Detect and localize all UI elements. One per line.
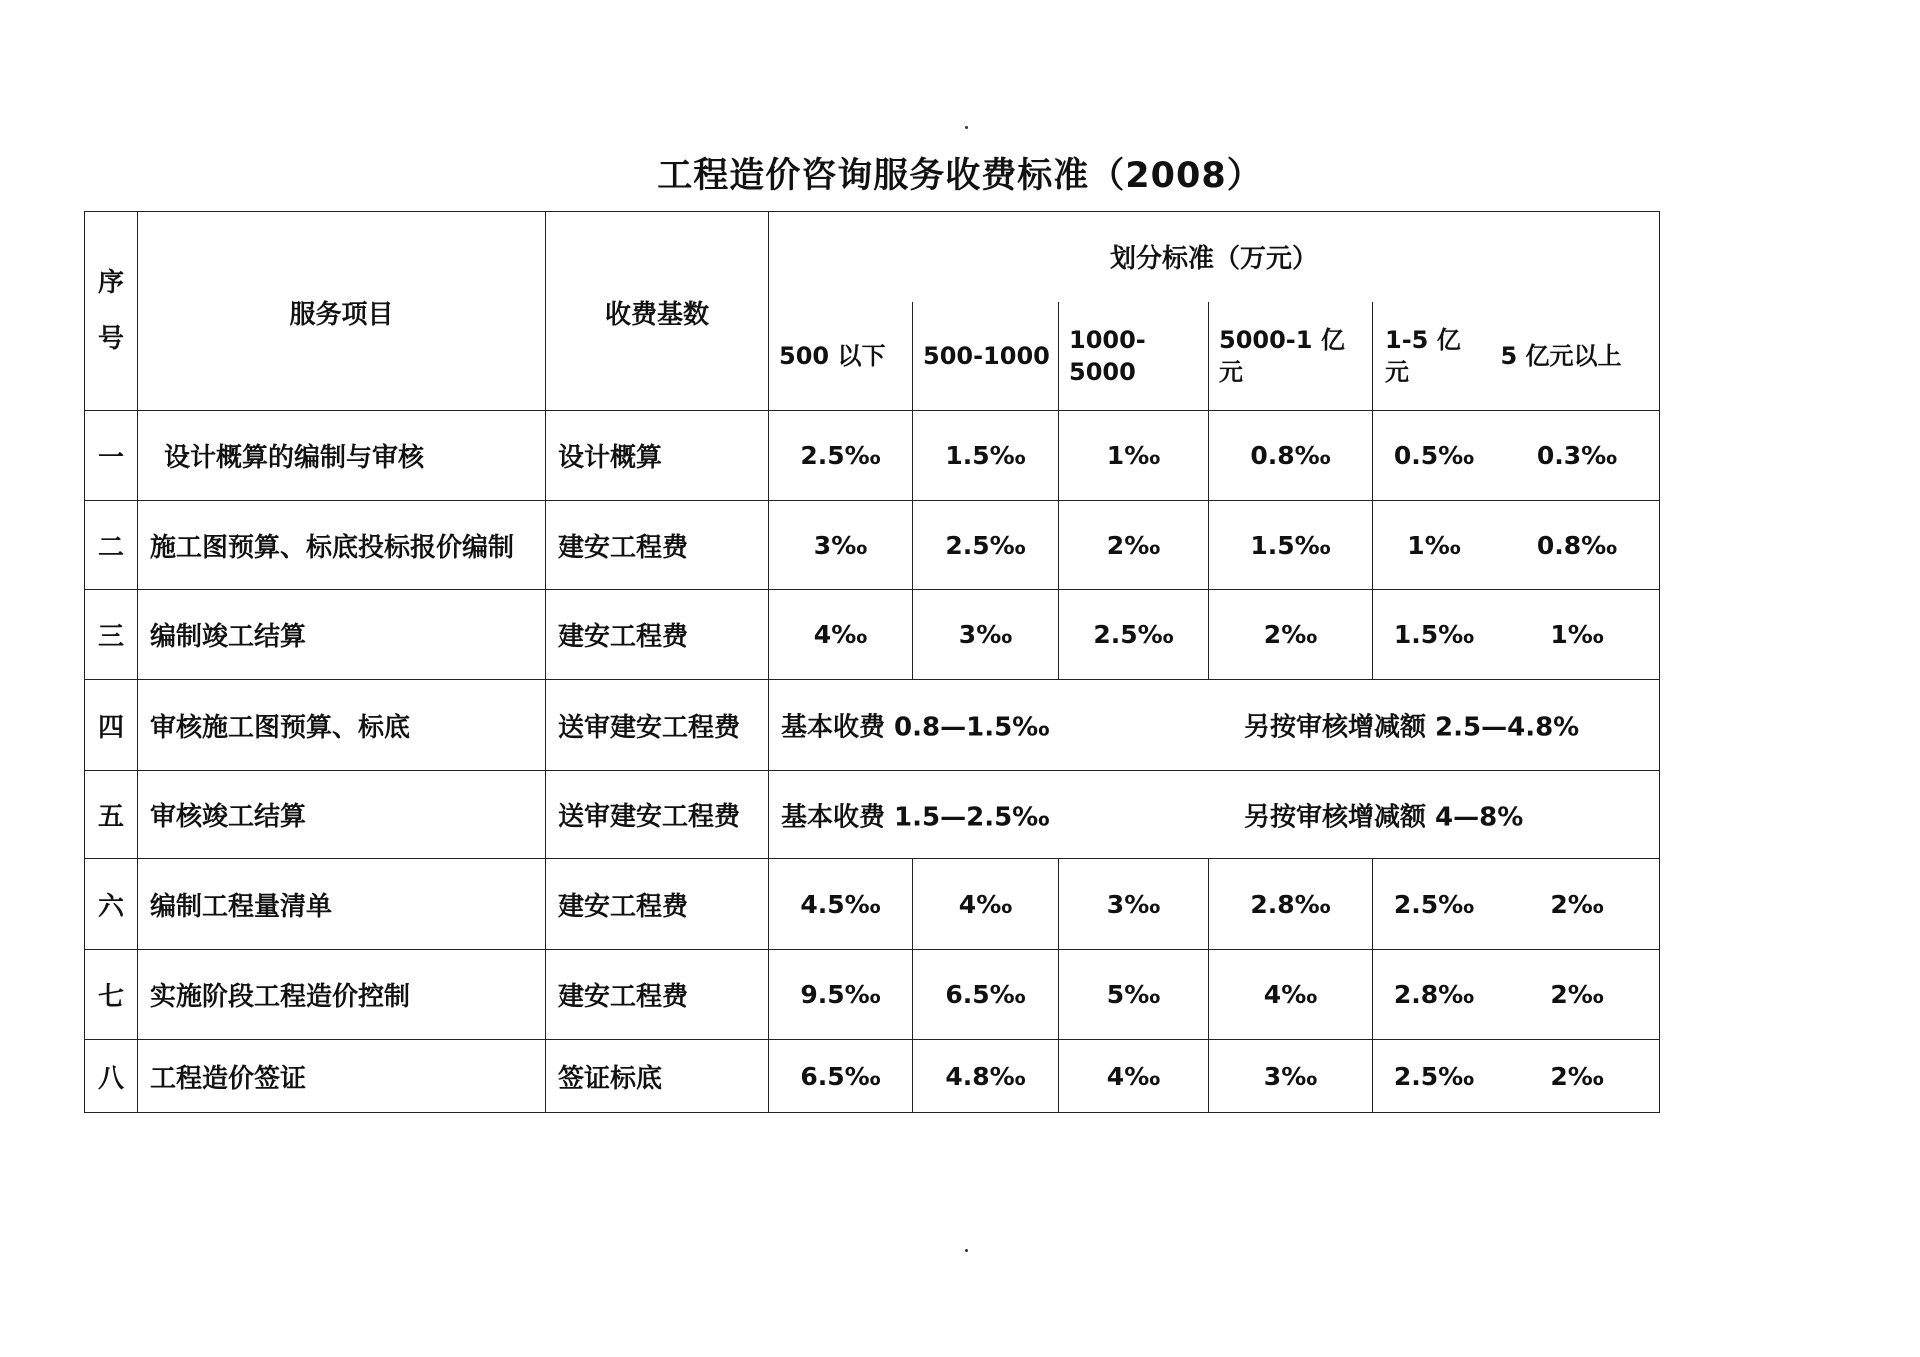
row-seq: 六 (85, 859, 138, 950)
row-rate: 2‰ (1209, 590, 1373, 680)
header-row-top (85, 212, 1660, 302)
row-seq: 一 (85, 411, 138, 501)
row-rate: 4‰ (1059, 1040, 1209, 1113)
basic-fee-text: 基本收费 0.8—1.5‰ (781, 712, 1050, 743)
row-rate: 2.8‰ (1393, 980, 1475, 1009)
row-service-item: 编制工程量清单 (138, 859, 546, 950)
row-rate: 6.5‰ (769, 1040, 913, 1113)
row-fee-base: 建安工程费 (546, 501, 769, 590)
row-rate: 0.3‰ (1536, 441, 1618, 470)
header-band: 500 以下 (769, 302, 913, 411)
row-rate: 0.8‰ (1536, 530, 1618, 560)
row-rate: 1‰ (1407, 530, 1461, 560)
row-service-item: 工程造价签证 (138, 1040, 546, 1113)
table-row (85, 1040, 1660, 1113)
row-rate: 1‰ (1059, 411, 1209, 501)
header-seq-label: 序号 (97, 268, 124, 354)
row-service-item: 审核竣工结算 (138, 771, 546, 859)
row-service-item: 设计概算的编制与审核 (138, 411, 546, 501)
row-rate: 5‰ (1059, 950, 1209, 1040)
row-rate: 4‰ (913, 859, 1059, 950)
row-seq: 三 (85, 590, 138, 680)
row-rate: 0.5‰ (1393, 441, 1475, 470)
fee-standard-table (84, 211, 1660, 1113)
table-row (85, 411, 1660, 501)
row-rate: 2.8‰ (1209, 859, 1373, 950)
table-row (85, 501, 1660, 590)
row-seq: 二 (85, 501, 138, 590)
row-rate: 4‰ (769, 590, 913, 680)
header-band-split (1373, 302, 1660, 411)
row-service-item: 编制竣工结算 (138, 590, 546, 680)
row-rate: 1‰ (1550, 620, 1604, 649)
row-fee-note (769, 680, 1660, 771)
header-band-label: 1-5 亿元 (1385, 325, 1461, 386)
row-fee-base: 签证标底 (546, 1040, 769, 1113)
row-rate: 3‰ (769, 501, 913, 590)
row-rate: 2.5‰ (769, 411, 913, 501)
row-rate: 1.5‰ (913, 411, 1059, 501)
row-rate-split (1373, 411, 1660, 501)
table-row (85, 680, 1660, 771)
row-rate: 4‰ (1209, 950, 1373, 1040)
row-rate: 3‰ (1059, 859, 1209, 950)
row-rate: 6.5‰ (913, 950, 1059, 1040)
row-fee-base: 送审建安工程费 (546, 771, 769, 859)
header-band-label: 5 亿元以上 (1500, 341, 1622, 370)
row-rate: 2‰ (1550, 980, 1604, 1009)
row-fee-note (769, 771, 1660, 859)
row-rate-split (1373, 501, 1660, 590)
table-row (85, 859, 1660, 950)
row-seq: 七 (85, 950, 138, 1040)
row-rate-split (1373, 590, 1660, 680)
row-rate: 2.5‰ (1393, 889, 1475, 919)
bottom-page-mark (965, 1249, 968, 1252)
header-service-item: 服务项目 (138, 212, 546, 411)
row-rate: 3‰ (1209, 1040, 1373, 1113)
row-rate: 2‰ (1550, 1061, 1604, 1091)
table-row (85, 950, 1660, 1040)
row-fee-base: 建安工程费 (546, 590, 769, 680)
row-rate: 1.5‰ (1393, 620, 1475, 649)
row-rate: 2‰ (1550, 889, 1604, 919)
table-row (85, 771, 1660, 859)
row-fee-base: 送审建安工程费 (546, 680, 769, 771)
row-rate: 4.8‰ (913, 1040, 1059, 1113)
document-title: 工程造价咨询服务收费标准（2008） (657, 156, 1263, 196)
row-rate: 2.5‰ (913, 501, 1059, 590)
row-rate-split (1373, 859, 1660, 950)
row-fee-base: 建安工程费 (546, 950, 769, 1040)
row-rate: 3‰ (913, 590, 1059, 680)
row-rate-split (1373, 1040, 1660, 1113)
row-service-item: 施工图预算、标底投标报价编制 (138, 501, 546, 590)
row-rate: 9.5‰ (769, 950, 913, 1040)
row-rate-split (1373, 950, 1660, 1040)
row-fee-base: 建安工程费 (546, 859, 769, 950)
row-rate: 1.5‰ (1209, 501, 1373, 590)
extra-fee-text: 另按审核增减额 2.5—4.8% (1244, 712, 1580, 743)
header-band-label: 5000-1 亿元 (1219, 325, 1345, 386)
row-rate: 2.5‰ (1393, 1061, 1475, 1091)
row-rate: 0.8‰ (1209, 411, 1373, 501)
row-seq: 四 (85, 680, 138, 771)
header-band: 500-1000 (913, 302, 1059, 411)
extra-fee-text: 另按审核增减额 4—8% (1244, 802, 1524, 832)
row-rate: 2.5‰ (1059, 590, 1209, 680)
header-band (1209, 302, 1373, 411)
row-rate: 2‰ (1059, 501, 1209, 590)
row-rate: 4.5‰ (769, 859, 913, 950)
row-seq: 八 (85, 1040, 138, 1113)
table-row (85, 590, 1660, 680)
header-fee-base: 收费基数 (546, 212, 769, 411)
row-service-item: 审核施工图预算、标底 (138, 680, 546, 771)
header-division-standard: 划分标准（万元） (769, 212, 1660, 302)
header-seq (85, 212, 138, 411)
row-service-item: 实施阶段工程造价控制 (138, 950, 546, 1040)
basic-fee-text: 基本收费 1.5—2.5‰ (781, 802, 1050, 832)
row-fee-base: 设计概算 (546, 411, 769, 501)
header-band: 1000-5000 (1059, 302, 1209, 411)
row-seq: 五 (85, 771, 138, 859)
top-page-mark (965, 126, 968, 129)
